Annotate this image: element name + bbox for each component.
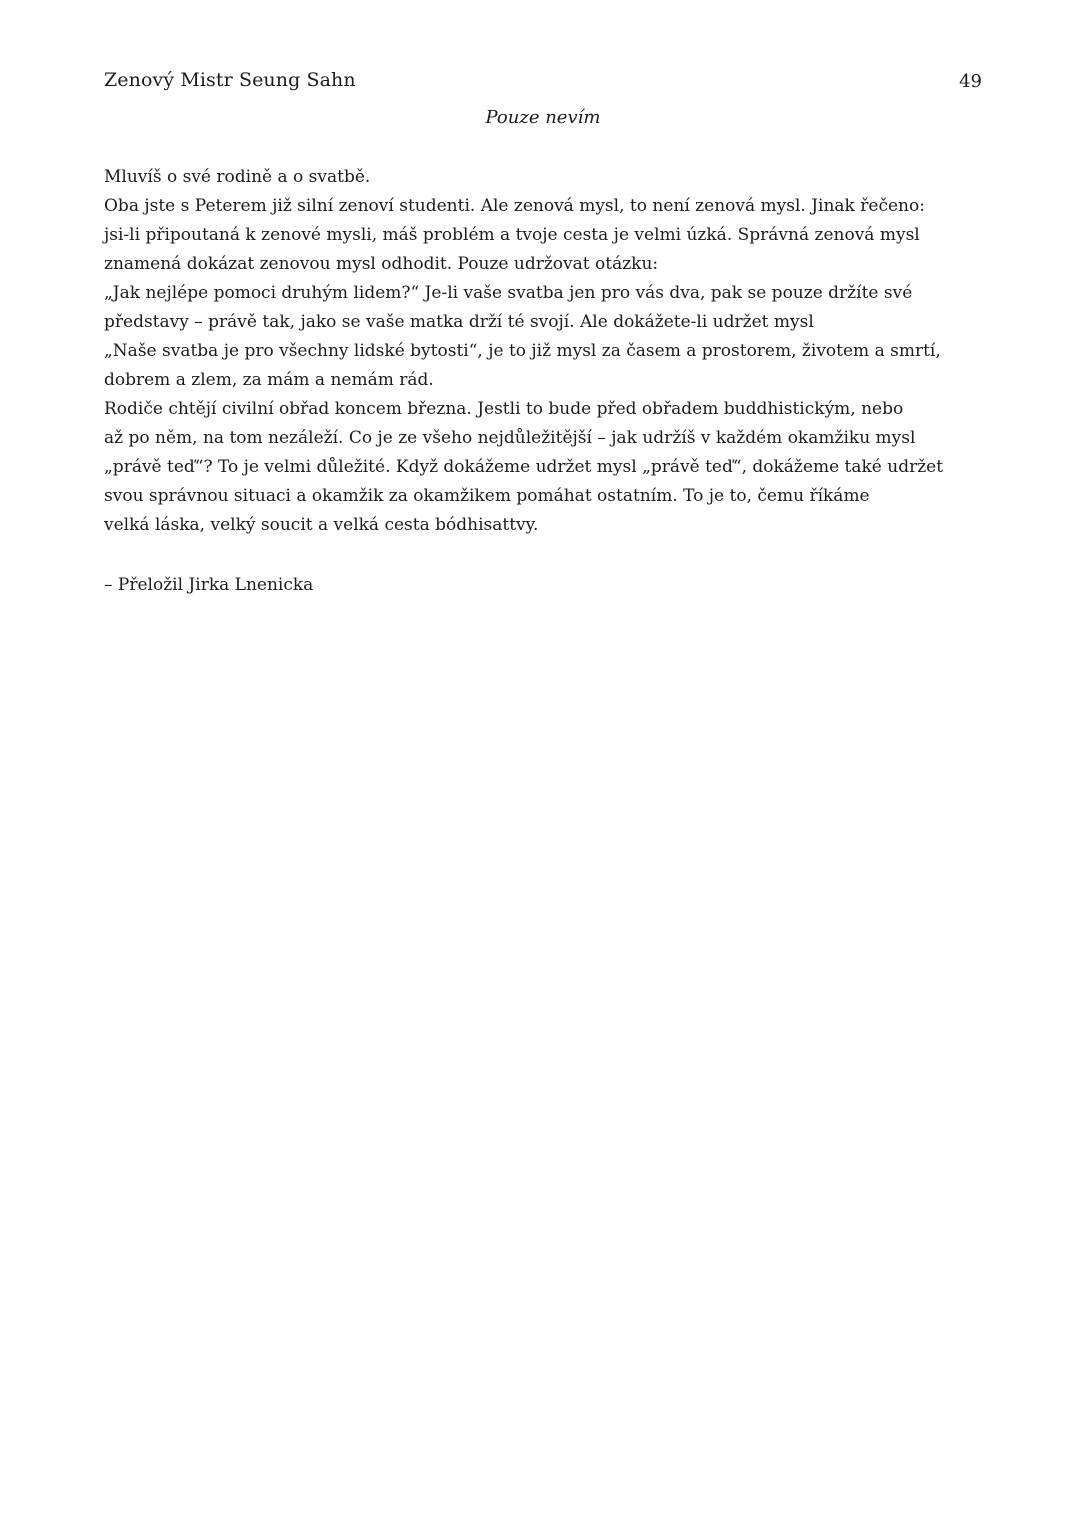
body-line: představy – právě tak, jako se vaše matka drží té svojí. Ale dokážete-li udržet mysl [104,312,814,332]
body-line: až po něm, na tom nezáleží. Co je ze všeho nejdůležitější – jak udržíš v každém okamžiku mysl [104,428,916,448]
body-line: „Jak nejlépe pomoci druhým lidem?“ Je-li vaše svatba jen pro vás dva, pak se pouze držíte své [104,283,913,303]
body-line: „Naše svatba je pro všechny lidské bytosti“, je to již mysl za časem a prostorem, životem a smrtí, [104,341,941,361]
body-line: Rodiče chtějí civilní obřad koncem března. Jestli to bude před obřadem buddhistickým, nebo [104,399,904,419]
body-line: znamená dokázat zenovou mysl odhodit. Pouze udržovat otázku: [104,254,659,274]
body-line: „právě teď“? To je velmi důležité. Když dokážeme udržet mysl „právě teď“, dokážeme také udržet [104,457,944,477]
running-header: Zenový Mistr Seung Sahn [104,69,356,91]
body-line: jsi-li připoutaná k zenové mysli, máš problém a tvoje cesta je velmi úzká. Správná zenová mysl [104,225,920,245]
chapter-title: Pouze nevím [485,107,601,128]
body-line: Oba jste s Peterem již silní zenoví studenti. Ale zenová mysl, to není zenová mysl. Jinak řečeno: [104,196,925,216]
body-line: velká láska, velký soucit a velká cesta bódhisattvy. [104,515,539,535]
body-line: svou správnou situaci a okamžik za okamžikem pomáhat ostatním. To je to, čemu říkáme [104,486,870,506]
translator-signature: – Přeložil Jirka Lnenicka [104,575,314,595]
page-number: 49 [959,71,982,92]
body-line: Mluvíš o své rodině a o svatbě. [104,167,371,187]
body-text [104,163,964,540]
body-line: dobrem a zlem, za mám a nemám rád. [104,370,434,390]
